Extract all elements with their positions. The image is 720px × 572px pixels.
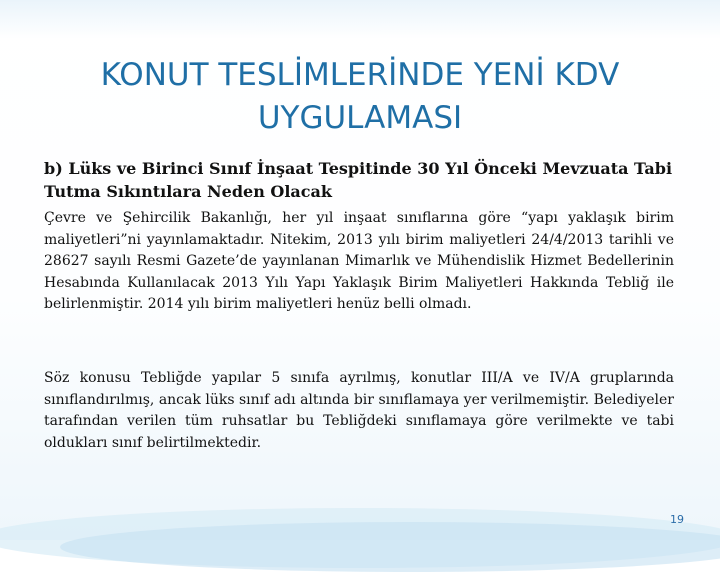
body-paragraph-2: Söz konusu Tebliğde yapılar 5 sınıfa ayrılmış, konutlar III/A ve IV/A gruplarında sınıflandırılmış, ancak lüks sınıf adı altında bir sınıflamaya yer verilmemiştir. Belediyeler tarafından verilen tüm ruhsatlar bu Tebliğdeki sınıflamaya göre verilmekte ve tabi oldukları sınıf belirtilmektedir. (44, 370, 674, 451)
section-subheading: b) Lüks ve Birinci Sınıf İnşaat Tespitinde 30 Yıl Önceki Mevzuata Tabi Tutma Sıkıntılara Neden Olacak (44, 159, 673, 201)
slide-title: KONUT TESLİMLERİNDE YENİ KDV UYGULAMASI (100, 57, 620, 136)
top-gradient-band (0, 0, 720, 38)
decorative-wave-lower (60, 522, 720, 572)
page-number: 19 (670, 513, 684, 526)
body-paragraph-1: Çevre ve Şehircilik Bakanlığı, her yıl inşaat sınıflarına göre “yapı yaklaşık birim maliyetleri”ni yayınlamaktadır. Nitekim, 2013 yılı birim maliyetleri 24/4/2013 tarihli ve 28627 sayılı Resmi Gazete’de yayınlanan Mimarlık ve Mühendislik Hizmet Bedellerinin Hesabında Kullanılacak 2013 Yılı Yapı Yaklaşık Birim Maliyetleri Hakkında Tebliğ ile belirlenmiştir. 2014 yılı birim maliyetleri henüz belli olmadı. (44, 210, 674, 312)
